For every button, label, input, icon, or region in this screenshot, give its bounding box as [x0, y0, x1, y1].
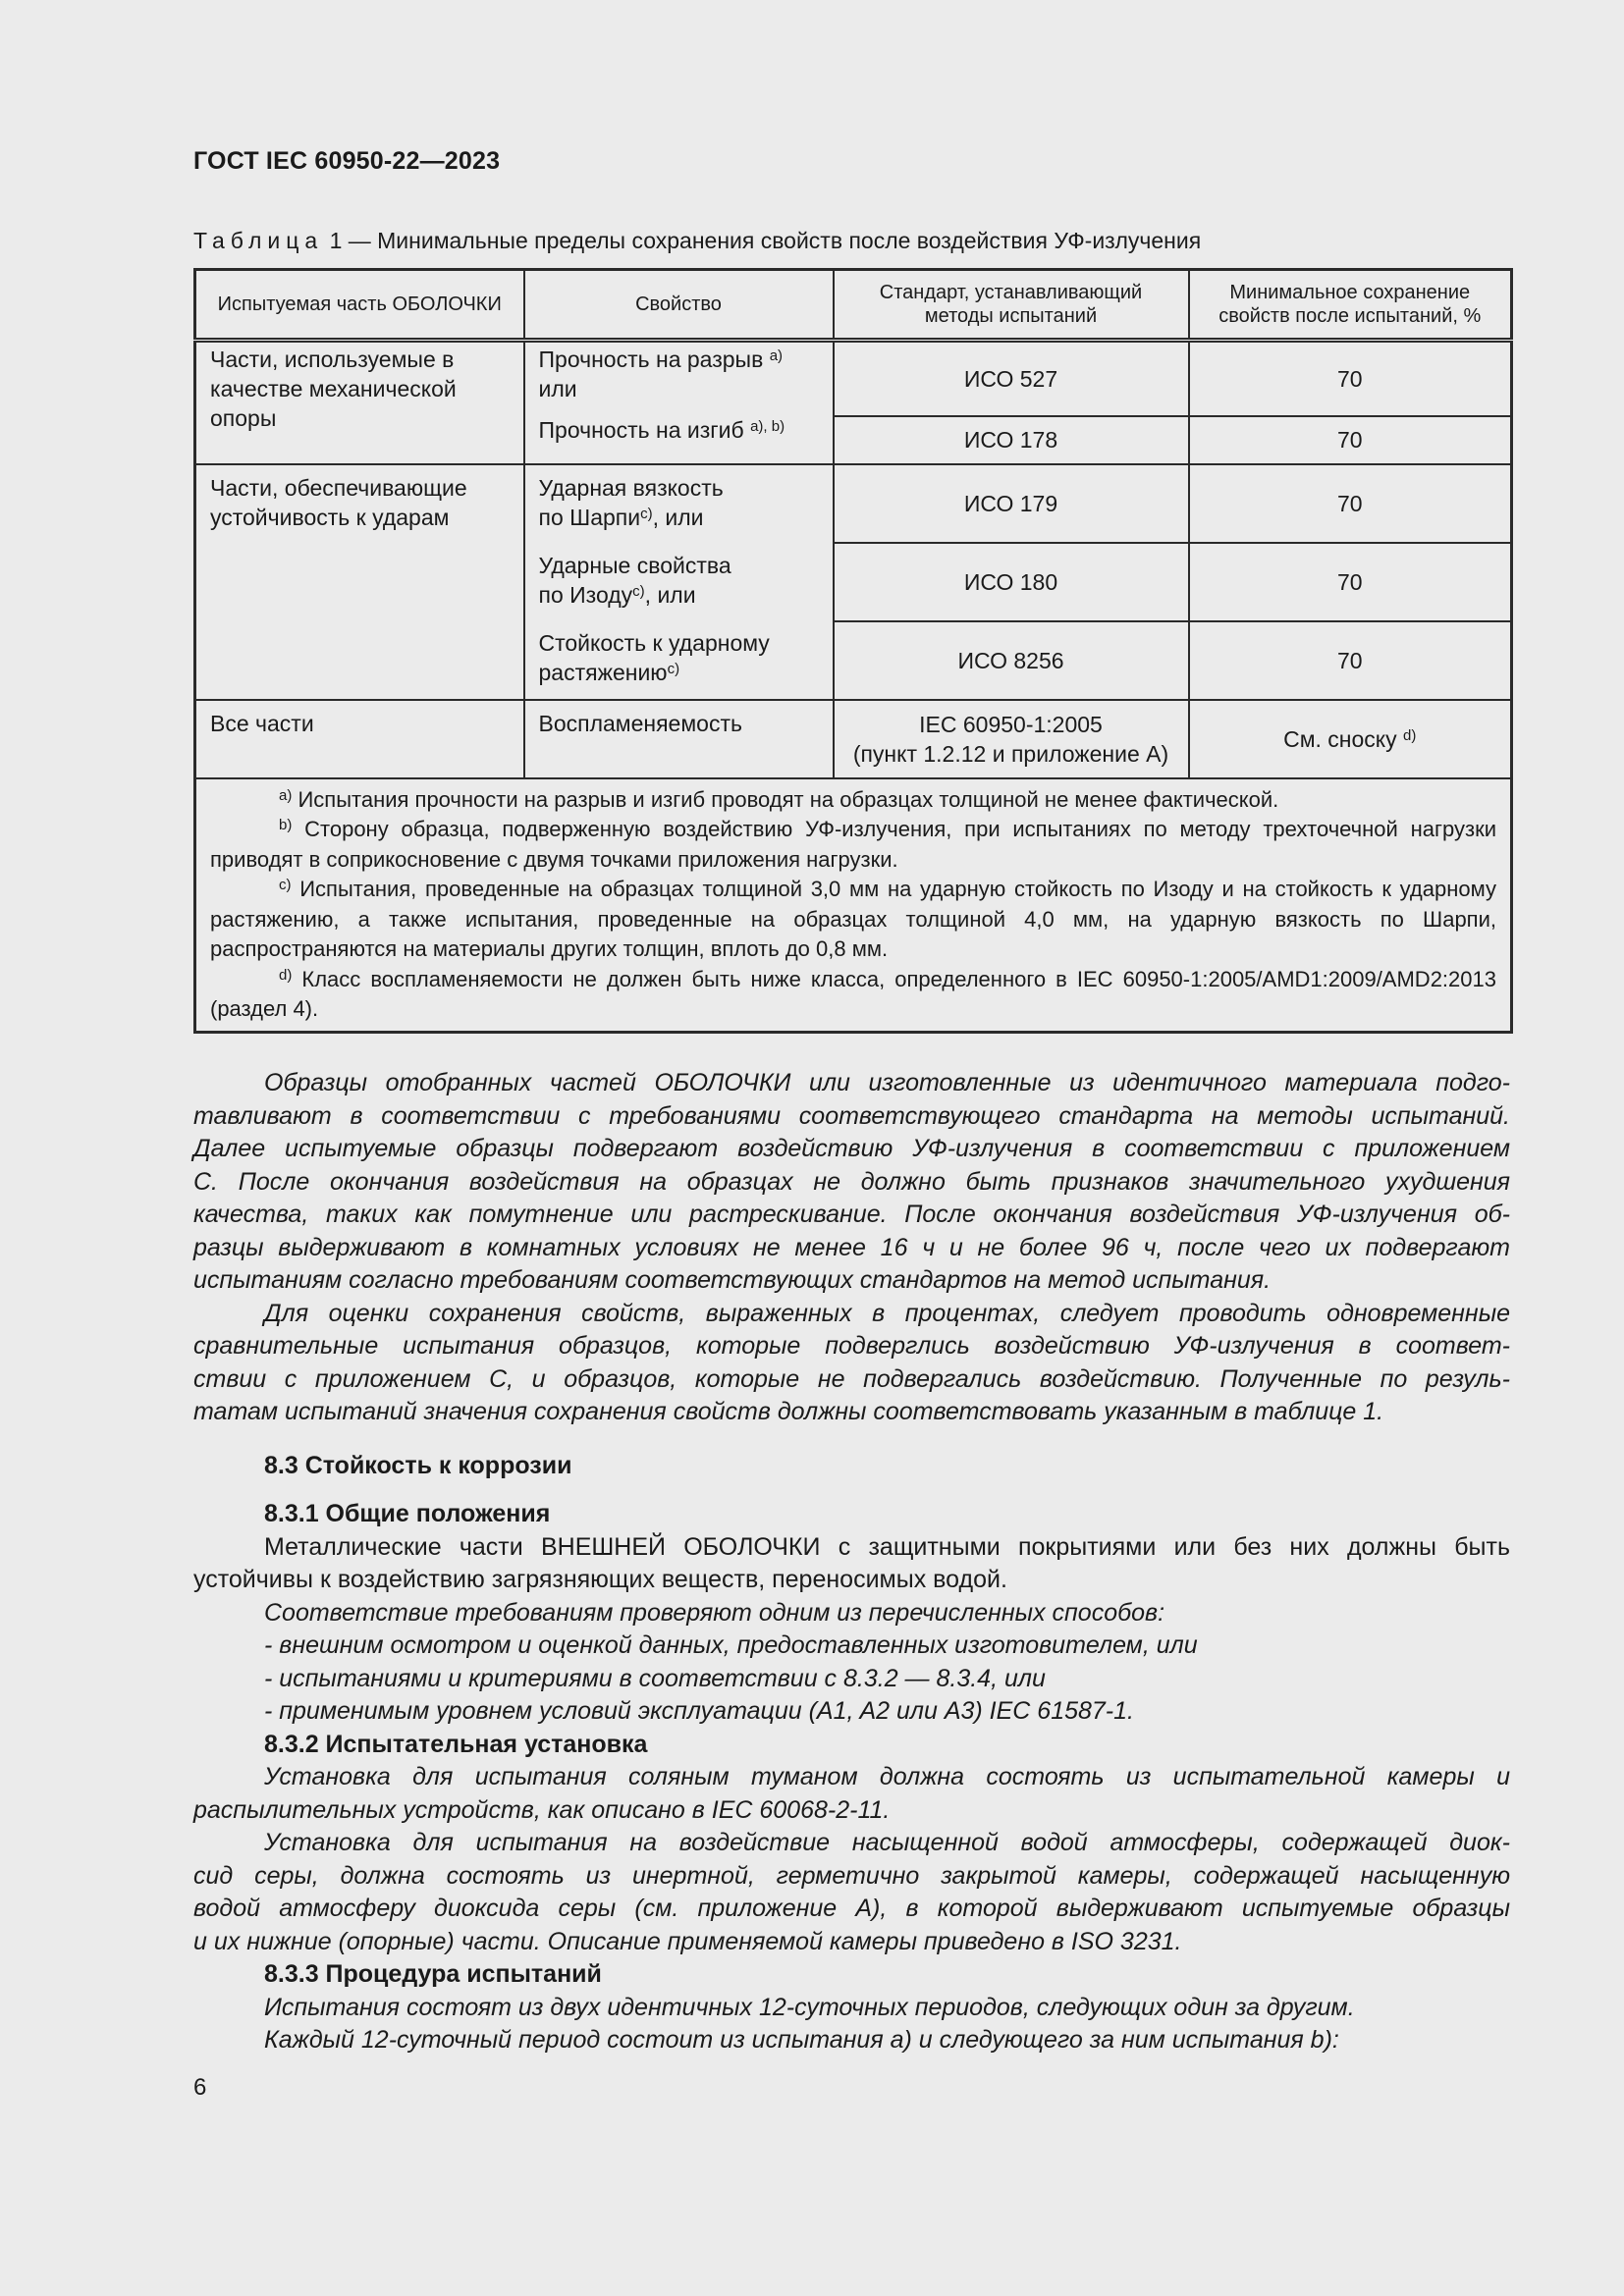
cell-min-value: См. сноску $^{d)}$ — [1189, 700, 1512, 778]
cell-property: Воспламеняемость — [524, 700, 834, 778]
header-part: Испытуемая часть ОБОЛОЧКИ — [195, 270, 524, 341]
footnote: $^{a)}$ Испытания прочности на разрыв и изгиб проводят на образцах толщиной не менее фактической. — [279, 786, 1279, 812]
section-heading: 8.3.1 Общие положения — [264, 1500, 551, 1527]
cell-standard: ИСО 179 — [834, 464, 1189, 543]
cell-standard: ИСО 180 — [834, 543, 1189, 621]
cell-min-value: 70 — [1189, 621, 1512, 700]
list-item: - применимым уровнем условий эксплуатации (A1, A2 или A3) IEC 61587-1. — [264, 1697, 1134, 1725]
table-row — [195, 700, 1512, 778]
table-caption-word: Таблица — [193, 228, 324, 253]
list-item: - испытаниями и критериями в соответствии с 8.3.2 — 8.3.4, или — [264, 1664, 1046, 1692]
cell-part: Все части — [195, 700, 524, 778]
section-8-3 — [193, 1450, 1510, 1483]
footnote: $^{b)}$ Сторону образца, подверженную воздействию УФ-излучения, при испытаниях по методу трехточечной нагрузки приводят в соприкосновение с двумя точками приложения нагрузки. — [210, 817, 1496, 872]
header-standard: Стандарт, устанавливающий методы испытаний — [834, 270, 1189, 341]
footnote: $^{d)}$ Класс воспламеняемости не должен быть ниже класса, определенного в IEC 60950-1:2005/AMD1:2009/AMD2:2013 (раздел 4). — [210, 966, 1496, 1021]
cell-standard: IEC 60950-1:2005 (пункт 1.2.12 и приложение А) — [834, 700, 1189, 778]
list-item: - внешним осмотром и оценкой данных, предоставленных изготовителем, или — [264, 1631, 1198, 1659]
cell-standard: ИСО 178 — [834, 416, 1189, 464]
table-row — [195, 464, 1512, 543]
page-number: 6 — [193, 2074, 207, 2101]
cell-standard: ИСО 8256 — [834, 621, 1189, 700]
cell-standard: ИСО 527 — [834, 341, 1189, 416]
cell-min-value: 70 — [1189, 464, 1512, 543]
table-notes-row — [195, 778, 1512, 1033]
cell-min-value: 70 — [1189, 341, 1512, 416]
paragraph-uv-samples: Образцы отобранных частей ОБОЛОЧКИ или изготовленные из идентичного материала подго- тавливают в соответствии с требованиями соответствующего стандарта на методы испытаний. Далее испытуемые образцы подвергают воздействию УФ-излучения в соответствии с приложением С. После окончания воздействия на образцах не должно быть признаков значительного ухудшения качества, таких как помутнение или растрескивание. После окончания воздействия УФ-излучения об- разцы выдерживают в комнатных условиях не менее 16 ч и не более 96 ч, после чего их подвергают испытаниям согласно требованиям соответствующих стандартов на метод испытания. Для оценки сохранения свойств, выраженных в процентах, следует проводить одновременные сравнительные испытания образцов, которые подверглись воздействию УФ-излучения в соответ- ствии с приложением С, и образцов, которые не подвергались воздействию. Полученные по резуль- татам испытаний значения сохранения свойств должны соответствовать указанным в таблице 1. — [193, 1069, 1510, 1425]
section-heading: 8.3 Стойкость к коррозии — [264, 1452, 572, 1479]
section-8-3-1: 8.3.1 Общие положения Металлические части ВНЕШНЕЙ ОБОЛОЧКИ с защитными покрытиями или без них должны быть устойчивы к воздействию загрязняющих веществ, переносимых водой. Соответствие требованиям проверяют одним из перечисленных способов: - внешним осмотром и оценкой данных, предоставленных изготовителем, или - испытаниями и критериями в соответствии с 8.3.2 — 8.3.4, или - применимым уровнем условий эксплуатации (A1, A2 или A3) IEC 61587-1. 8.3.2 Испытательная установка Установка для испытания соляным туманом должна состоять из испытательной камеры и распылительных устройств, как описано в IEC 60068-2-11. Установка для испытания на воздействие насыщенной водой атмосферы, содержащей диок- сид серы, должна состоять из инертной, герметично закрытой камеры, содержащей насыщенную водой атмосферу диоксида серы (см. приложение А), в которой выдерживают испытуемые образцы и их нижние (опорные) части. Описание применяемой камеры приведено в ISO 3231. 8.3.3 Процедура испытаний Испытания состоят из двух идентичных 12-суточных периодов, следующих один за другим. Каждый 12-суточный период состоит из испытания a) и следующего за ним испытания b): — [193, 1500, 1510, 2054]
properties-table — [193, 268, 1513, 1034]
cell-property: Прочность на разрыв $^{a)}$ или Прочность на изгиб $^{a), b)}$ — [524, 341, 834, 464]
table-header-row — [195, 270, 1512, 341]
section-heading: 8.3.2 Испытательная установка — [264, 1730, 648, 1758]
table-notes — [195, 778, 1512, 1033]
table-caption-title: 1 — Минимальные пределы сохранения свойств после воздействия УФ-излучения — [329, 228, 1202, 253]
section-heading: 8.3.3 Процедура испытаний — [264, 1960, 602, 1988]
cell-min-value: 70 — [1189, 543, 1512, 621]
cell-property: Ударная вязкость по Шарпи$^{c)}$, или Ударные свойства по Изоду$^{c)}$, или Стойкость к ударному растяжению$^{c)}$ — [524, 464, 834, 700]
header-property: Свойство — [524, 270, 834, 341]
header-min-retention: Минимальное сохранение свойств после испытаний, % — [1189, 270, 1512, 341]
document-header: ГОСТ IEC 60950-22—2023 — [193, 147, 501, 175]
table-row — [195, 341, 1512, 416]
cell-part: Части, используемые в качестве механической опоры — [195, 341, 524, 464]
table-caption — [193, 228, 1201, 254]
cell-min-value: 70 — [1189, 416, 1512, 464]
footnote: $^{c)}$ Испытания, проведенные на образцах толщиной 3,0 мм на ударную стойкость по Изоду и на стойкость к ударному растяжению, а также испытания, проведенные на образцах толщиной 4,0 мм, на ударную вязкость по Шарпи, распространяются на материалы других толщин, вплоть до 0,8 мм. — [210, 877, 1496, 961]
cell-part: Части, обеспечивающие устойчивость к ударам — [195, 464, 524, 700]
